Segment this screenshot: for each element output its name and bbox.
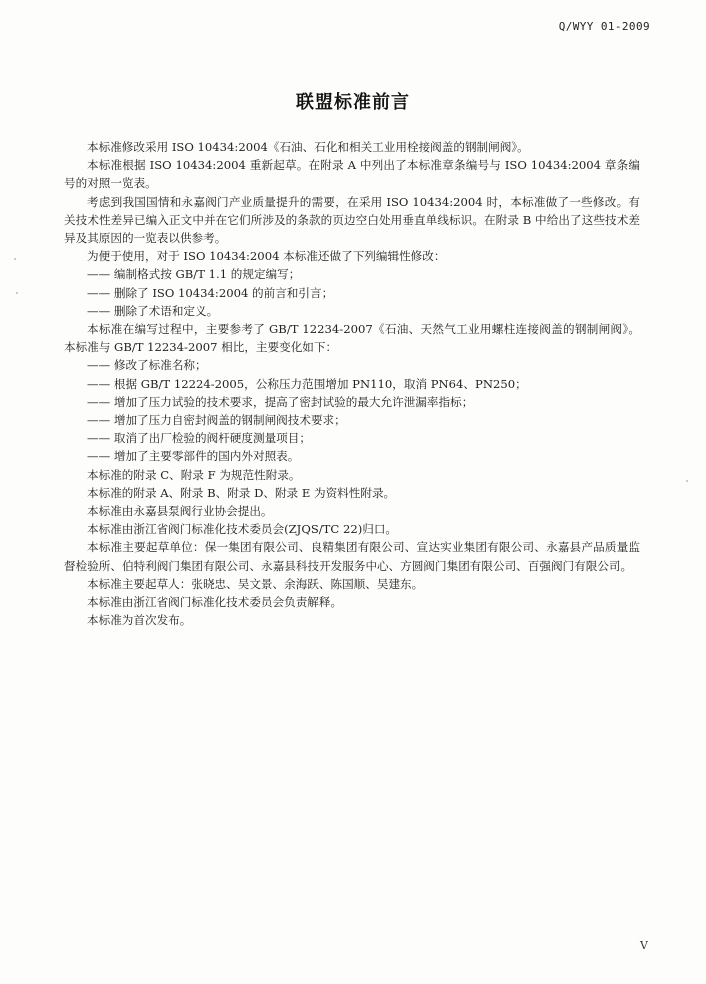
list-item: —— 编制格式按 GB/T 1.1 的规定编写； xyxy=(87,267,301,282)
paragraph-committee: 本标准由浙江省阀门标准化技术委员会(ZJQS/TC 22)归口。 xyxy=(87,522,398,537)
paragraph-adoption: 本标准修改采用 ISO 10434:2004《石油、石化和相关工业用栓接阀盖的钢制闸阀》。 xyxy=(87,140,529,154)
paragraph-drafters: 本标准主要起草人：张晓忠、吴文景、余海跃、陈国顺、吴建东。 xyxy=(87,576,424,591)
list-item: —— 增加了主要零部件的国内外对照表。 xyxy=(87,449,300,464)
paragraph-drafting-basis: 本标准根据 ISO 10434:2004 重新起草。在附录 A 中列出了本标准章条编号与 ISO 10434:2004 章条编号的对照一览表。 xyxy=(64,158,640,191)
paragraph-drafting-units: 本标准主要起草单位：保一集团有限公司、良精集团有限公司、宣达实业集团有限公司、永嘉县产品质量监督检验所、伯特利阀门集团有限公司、永嘉县科技开发服务中心、方圆阀门集团有限公司、百强阀门有限公司。 xyxy=(64,540,640,573)
scan-speck xyxy=(16,292,18,294)
paragraph-first-release: 本标准为首次发布。 xyxy=(87,613,192,628)
page-number: V xyxy=(640,939,648,952)
paragraph-informative-annexes: 本标准的附录 A、附录 B、附录 D、附录 E 为资料性附录。 xyxy=(87,485,396,500)
paragraph-editorial-intro: 为便于使用，对于 ISO 10434:2004 本标准还做了下列编辑性修改： xyxy=(87,249,446,264)
list-item: —— 修改了标准名称； xyxy=(87,358,207,373)
paragraph-modifications: 考虑到我国国情和永嘉阀门产业质量提升的需要，在采用 ISO 10434:2004 时，本标准做了一些修改。有关技术性差异已编入正文中并在它们所涉及的条款的页边空白处用垂直单线标识。在附录 B 中给出了这些技术差异及其原因的一览表以供参考。 xyxy=(64,194,640,246)
list-item: —— 删除了 ISO 10434:2004 的前言和引言； xyxy=(87,285,334,300)
list-item: —— 增加了压力试验的技术要求，提高了密封试验的最大允许泄漏率指标； xyxy=(87,394,474,409)
paragraph-interpretation: 本标准由浙江省阀门标准化技术委员会负责解释。 xyxy=(87,595,343,610)
scan-speck xyxy=(14,258,16,260)
paragraph-reference: 本标准在编写过程中，主要参考了 GB/T 12234-2007《石油、天然气工业用螺柱连接阀盖的钢制闸阀》。本标准与 GB/T 12234-2007 相比，主要变化如下： xyxy=(64,322,640,355)
list-item: —— 删除了术语和定义。 xyxy=(87,303,219,318)
paragraph-normative-annexes: 本标准的附录 C、附录 F 为规范性附录。 xyxy=(87,467,301,482)
scan-speck xyxy=(686,480,688,482)
list-item: —— 增加了压力自密封阀盖的钢制闸阀技术要求； xyxy=(87,413,346,428)
paragraph-proposer: 本标准由永嘉县泵阀行业协会提出。 xyxy=(87,504,273,519)
list-item: —— 根据 GB/T 12224-2005，公称压力范围增加 PN110，取消 PN64、PN250； xyxy=(87,376,527,391)
page-title: 联盟标准前言 xyxy=(296,92,410,113)
foreword-body xyxy=(64,138,640,629)
document-code: Q/WYY 01-2009 xyxy=(558,20,650,33)
list-item: —— 取消了出厂检验的阀杆硬度测量项目； xyxy=(87,431,311,446)
